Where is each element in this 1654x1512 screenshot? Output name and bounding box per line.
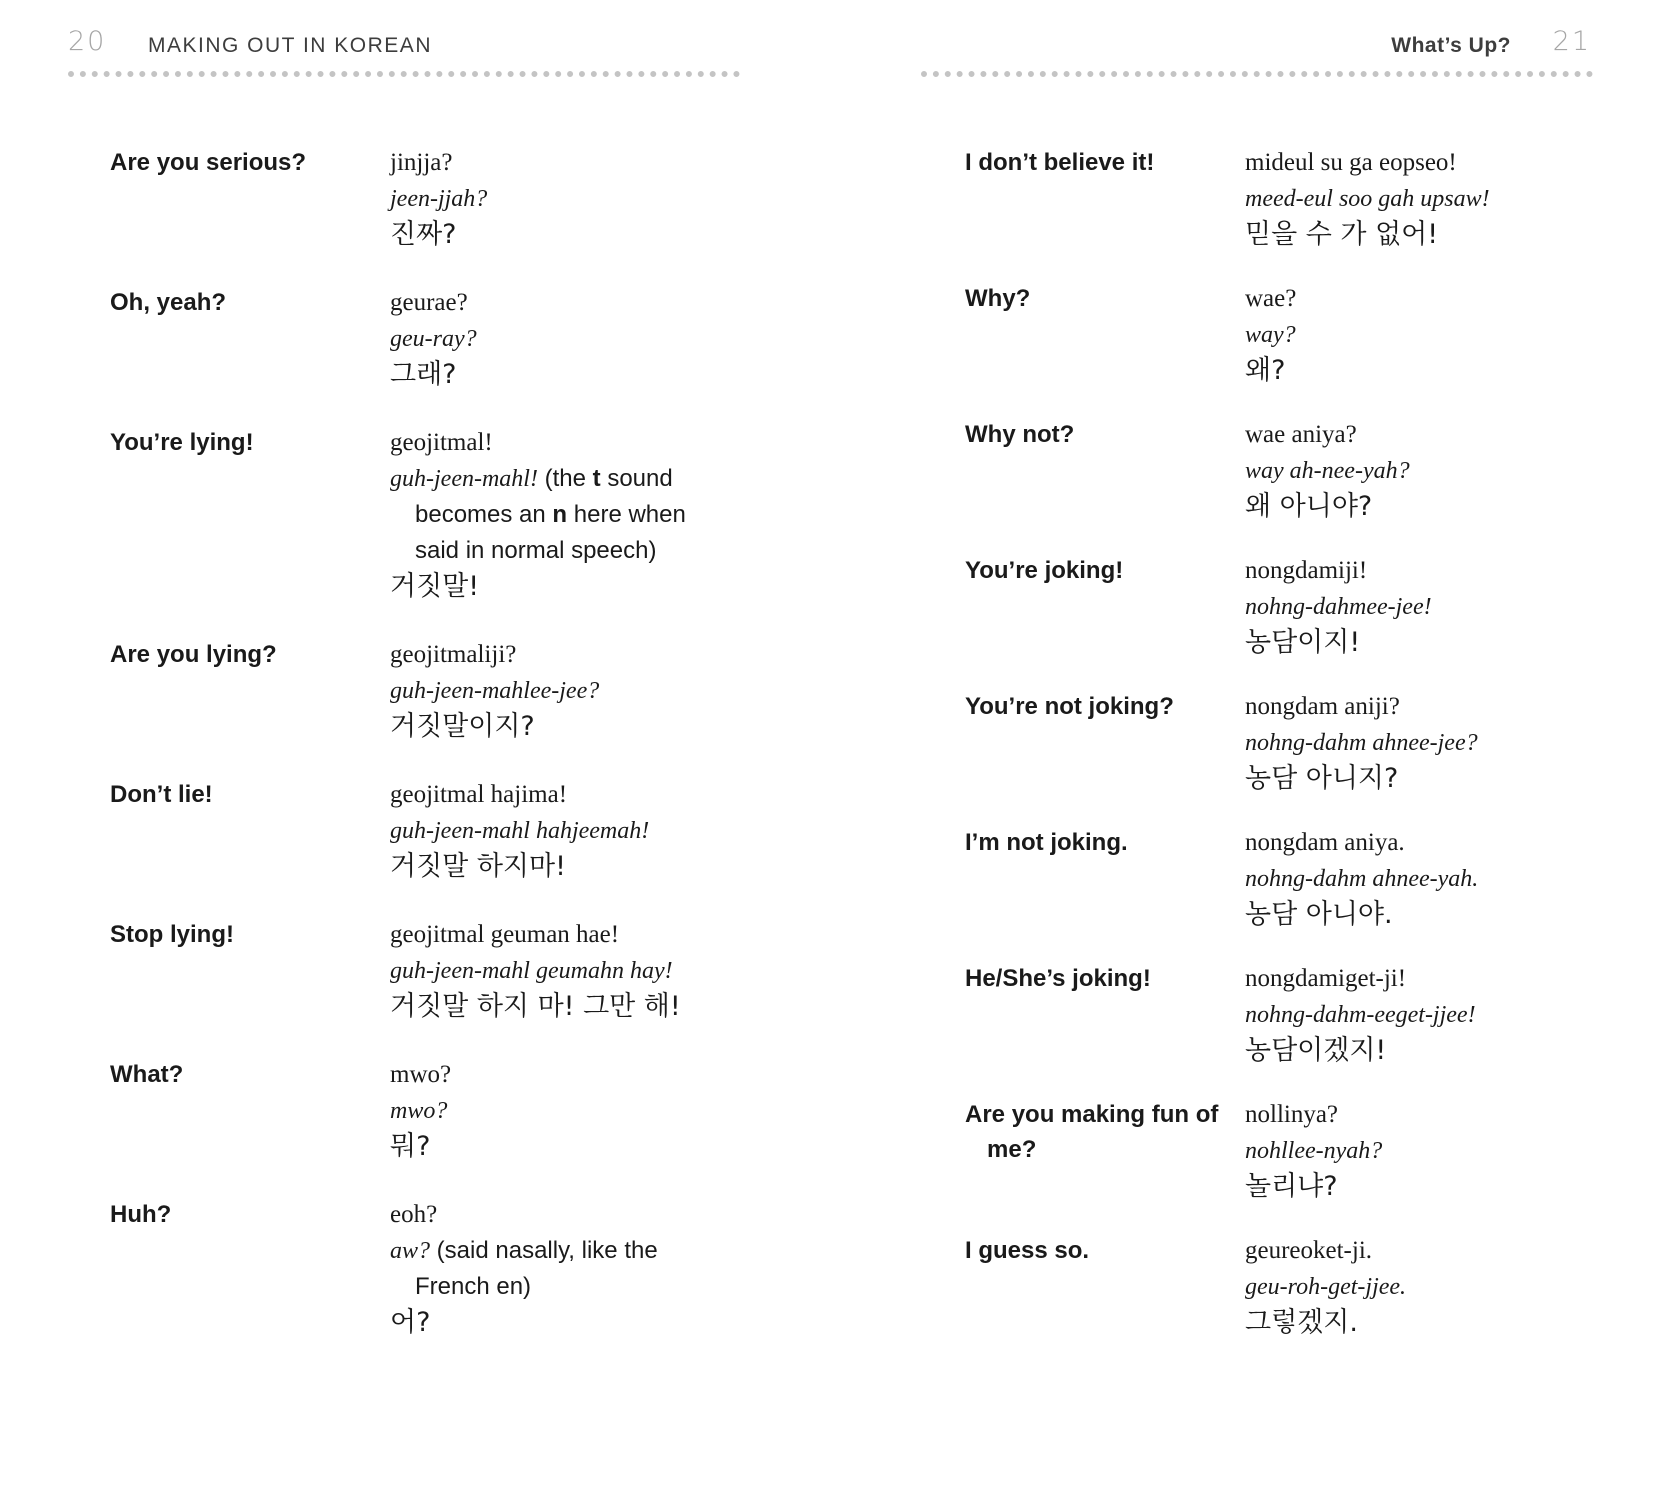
hangul: 거짓말이지? bbox=[390, 711, 535, 742]
phrase-entry bbox=[110, 285, 730, 393]
pronunciation: nohng-dahm-eeget-jjee! bbox=[1245, 1002, 1476, 1028]
dotted-divider bbox=[921, 71, 1593, 77]
usage-note: (the t sound becomes an n here when said in normal speech) bbox=[415, 465, 686, 564]
pronunciation: guh-jeen-mahl! bbox=[390, 466, 538, 492]
hangul: 진짜? bbox=[390, 219, 457, 250]
right-page bbox=[827, 0, 1654, 1512]
pronunciation: geu-roh-get-jjee. bbox=[1245, 1274, 1407, 1300]
romanization: geurae? bbox=[390, 289, 468, 316]
korean-translation bbox=[390, 425, 730, 605]
romanization: geojitmaliji? bbox=[390, 641, 517, 668]
korean-translation bbox=[390, 917, 730, 1025]
romanization: nongdam aniji? bbox=[1245, 693, 1400, 720]
hangul: 뭐? bbox=[390, 1131, 431, 1162]
romanization: wae? bbox=[1245, 285, 1297, 312]
phrase-entry bbox=[965, 281, 1605, 389]
phrase-list bbox=[965, 145, 1605, 1369]
phrase-entry bbox=[110, 777, 730, 885]
romanization: geojitmal hajima! bbox=[390, 781, 568, 808]
romanization: geojitmal geuman hae! bbox=[390, 921, 620, 948]
pronunciation: guh-jeen-mahl geumahn hay! bbox=[390, 958, 673, 984]
running-head: What’s Up? bbox=[1391, 34, 1511, 57]
page-header bbox=[68, 24, 738, 64]
korean-translation bbox=[1245, 689, 1605, 797]
phrase-entry bbox=[110, 637, 730, 745]
page-number: 21 bbox=[1552, 26, 1591, 57]
romanization: nongdam aniya. bbox=[1245, 829, 1405, 856]
phrase-entry bbox=[965, 145, 1605, 253]
phrase-entry bbox=[110, 1197, 730, 1341]
korean-translation bbox=[1245, 417, 1605, 525]
romanization: mwo? bbox=[390, 1061, 452, 1088]
korean-translation bbox=[1245, 825, 1605, 933]
hangul: 농담이지! bbox=[1245, 627, 1361, 658]
english-phrase: Are you serious? bbox=[110, 149, 307, 176]
pronunciation: guh-jeen-mahlee-jee? bbox=[390, 678, 600, 704]
english-phrase: He/She’s joking! bbox=[965, 965, 1151, 992]
phrase-entry bbox=[965, 553, 1605, 661]
hangul: 그래? bbox=[390, 359, 457, 390]
hangul: 거짓말 하지 마! 그만 해! bbox=[390, 991, 681, 1022]
pronunciation: nohng-dahm ahnee-yah. bbox=[1245, 866, 1479, 892]
korean-translation bbox=[390, 145, 730, 253]
romanization: wae aniya? bbox=[1245, 421, 1357, 448]
page-number: 20 bbox=[68, 26, 107, 57]
pronunciation: meed-eul soo gah upsaw! bbox=[1245, 186, 1490, 212]
romanization: mideul su ga eopseo! bbox=[1245, 149, 1457, 176]
pronunciation: aw? bbox=[390, 1238, 431, 1264]
phrase-entry bbox=[965, 1233, 1605, 1341]
phrase-entry bbox=[965, 825, 1605, 933]
phrase-entry bbox=[965, 689, 1605, 797]
romanization: geureoket-ji. bbox=[1245, 1237, 1373, 1264]
korean-translation bbox=[1245, 1233, 1605, 1341]
english-phrase: I’m not joking. bbox=[965, 829, 1128, 856]
page-header bbox=[921, 24, 1591, 64]
english-phrase: Why not? bbox=[965, 421, 1075, 448]
english-phrase: You’re not joking? bbox=[965, 693, 1174, 720]
hangul: 믿을 수 가 없어! bbox=[1245, 219, 1439, 250]
english-phrase: What? bbox=[110, 1061, 184, 1088]
hangul: 농담이겠지! bbox=[1245, 1035, 1387, 1066]
pronunciation-with-note bbox=[390, 1233, 730, 1305]
english-phrase: Are you making fun of me? bbox=[965, 1101, 1219, 1163]
korean-translation bbox=[390, 285, 730, 393]
english-phrase: Don’t lie! bbox=[110, 781, 213, 808]
korean-translation bbox=[1245, 961, 1605, 1069]
pronunciation: way? bbox=[1245, 322, 1296, 348]
korean-translation bbox=[1245, 553, 1605, 661]
phrase-list bbox=[110, 145, 730, 1373]
phrase-entry bbox=[110, 1057, 730, 1165]
korean-translation bbox=[1245, 145, 1605, 253]
hangul: 거짓말 하지마! bbox=[390, 851, 566, 882]
korean-translation bbox=[390, 637, 730, 745]
english-phrase: You’re joking! bbox=[965, 557, 1124, 584]
korean-translation bbox=[390, 1197, 730, 1341]
romanization: nongdamiget-ji! bbox=[1245, 965, 1407, 992]
hangul: 그렇겠지. bbox=[1245, 1307, 1358, 1338]
english-phrase: Are you lying? bbox=[110, 641, 277, 668]
dotted-divider bbox=[68, 71, 740, 77]
pronunciation: geu-ray? bbox=[390, 326, 477, 352]
hangul: 왜 아니야? bbox=[1245, 491, 1373, 522]
pronunciation-with-note bbox=[390, 461, 730, 569]
romanization: jinjja? bbox=[390, 149, 453, 176]
hangul: 놀리냐? bbox=[1245, 1171, 1338, 1202]
pronunciation: nohllee-nyah? bbox=[1245, 1138, 1383, 1164]
pronunciation: nohng-dahmee-jee! bbox=[1245, 594, 1432, 620]
romanization: nollinya? bbox=[1245, 1101, 1339, 1128]
hangul: 농담 아니지? bbox=[1245, 763, 1399, 794]
romanization: eoh? bbox=[390, 1201, 438, 1228]
korean-translation bbox=[1245, 1097, 1605, 1205]
phrase-entry bbox=[110, 145, 730, 253]
usage-note: (said nasally, like the French en) bbox=[415, 1237, 658, 1300]
phrase-entry bbox=[965, 961, 1605, 1069]
english-phrase: Oh, yeah? bbox=[110, 289, 227, 316]
running-head: MAKING OUT IN KOREAN bbox=[148, 34, 432, 57]
phrase-entry bbox=[110, 917, 730, 1025]
romanization: geojitmal! bbox=[390, 429, 493, 456]
korean-translation bbox=[390, 777, 730, 885]
pronunciation: mwo? bbox=[390, 1098, 448, 1124]
romanization: nongdamiji! bbox=[1245, 557, 1368, 584]
english-phrase: I don’t believe it! bbox=[965, 149, 1155, 176]
pronunciation: guh-jeen-mahl hahjeemah! bbox=[390, 818, 650, 844]
english-phrase: You’re lying! bbox=[110, 429, 254, 456]
korean-translation bbox=[390, 1057, 730, 1165]
english-phrase: Why? bbox=[965, 285, 1031, 312]
pronunciation: jeen-jjah? bbox=[390, 186, 488, 212]
phrase-entry bbox=[965, 1097, 1605, 1205]
hangul: 어? bbox=[390, 1307, 431, 1338]
pronunciation: way ah-nee-yah? bbox=[1245, 458, 1410, 484]
hangul: 왜? bbox=[1245, 355, 1286, 386]
korean-translation bbox=[1245, 281, 1605, 389]
phrase-entry bbox=[110, 425, 730, 605]
english-phrase: Huh? bbox=[110, 1201, 172, 1228]
pronunciation: nohng-dahm ahnee-jee? bbox=[1245, 730, 1478, 756]
english-phrase: I guess so. bbox=[965, 1237, 1090, 1264]
phrase-entry bbox=[965, 417, 1605, 525]
english-phrase: Stop lying! bbox=[110, 921, 234, 948]
hangul: 농담 아니야. bbox=[1245, 899, 1393, 930]
hangul: 거짓말! bbox=[390, 571, 480, 602]
